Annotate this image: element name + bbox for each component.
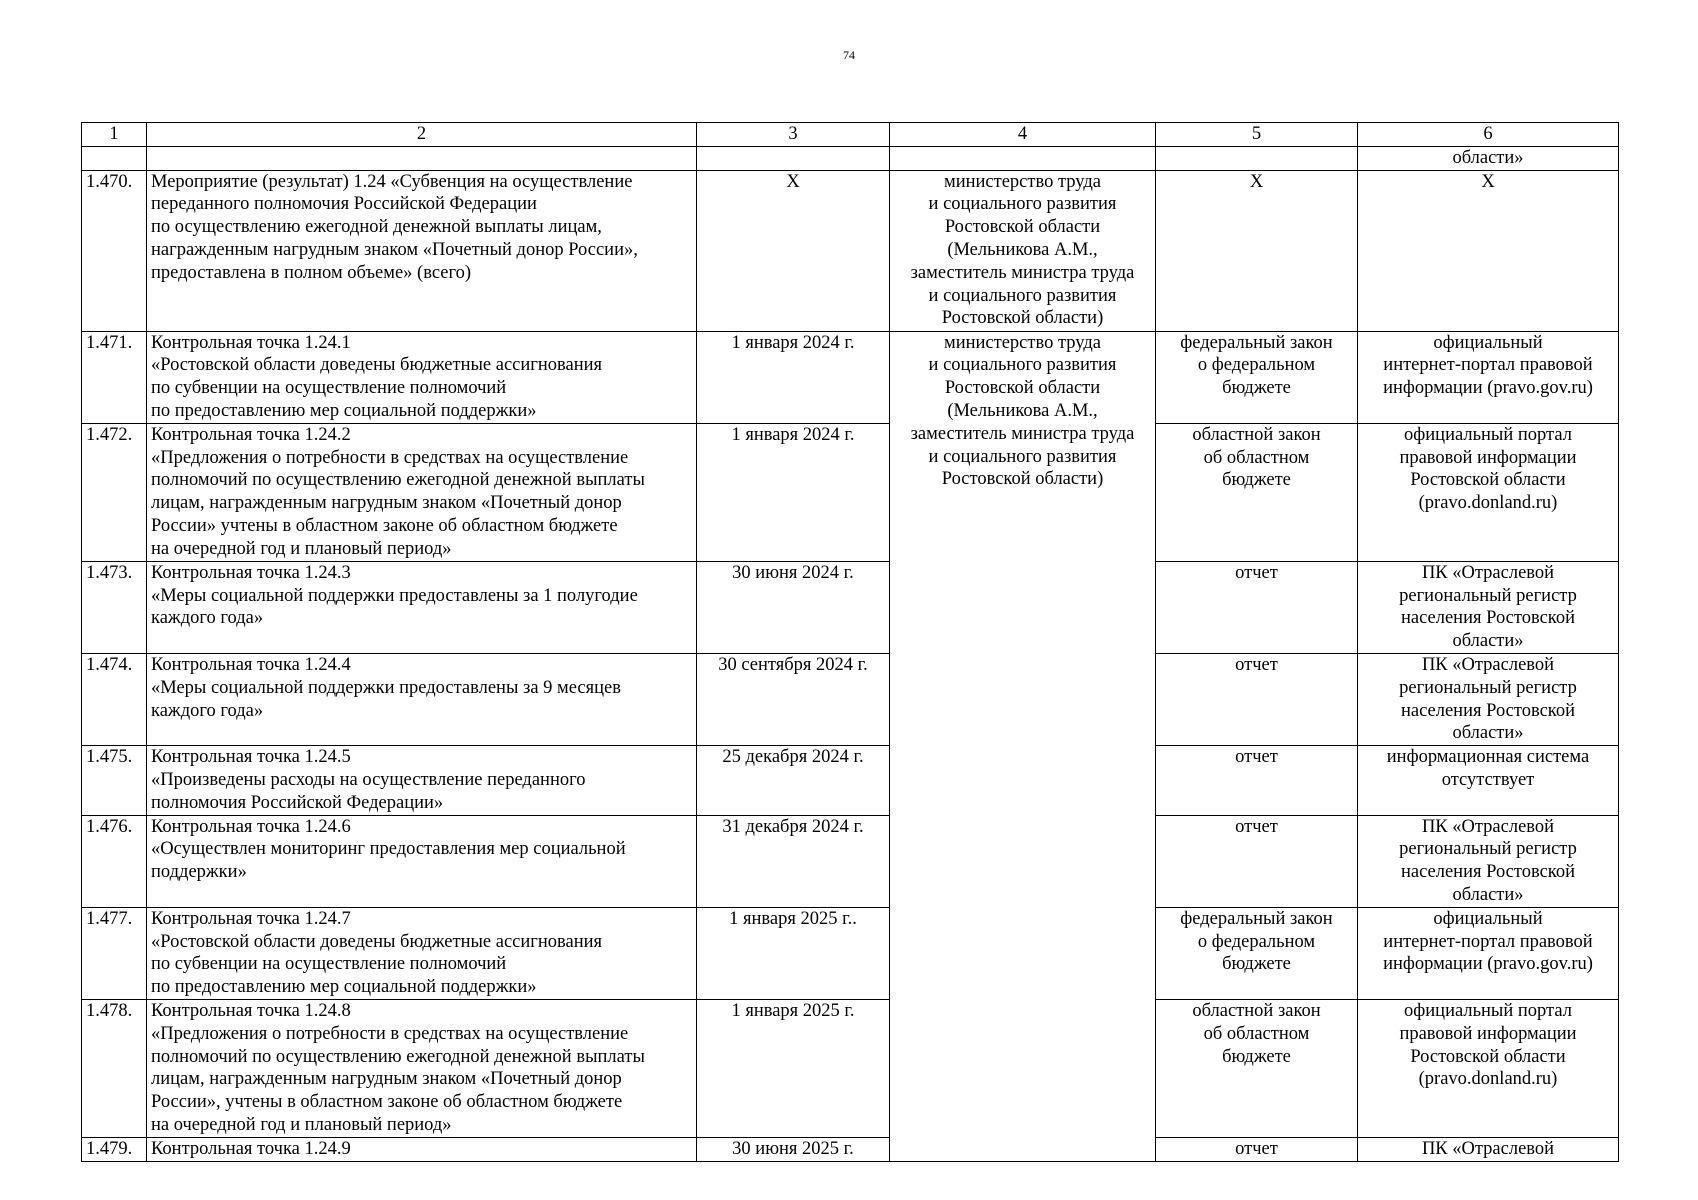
- column-number: 4: [890, 123, 1156, 147]
- information-system: официальный интернет-портал правовой информации (pravo.gov.ru): [1358, 331, 1619, 423]
- measure-name: Контрольная точка 1.24.8 «Предложения о потребности в средствах на осуществление полномочий по осуществлению ежегодной денежной выплаты лицам, награжденным нагрудным знаком «Почетный донор России», учтены в областном законе об областном бюджете на очередной год и плановый период»: [147, 999, 697, 1137]
- continuation-row: [82, 146, 1619, 170]
- row-number: 1.478.: [82, 999, 147, 1137]
- column-number: 5: [1156, 123, 1358, 147]
- table-row: [82, 1137, 1619, 1161]
- information-system: официальный портал правовой информации Ростовской области (pravo.donland.ru): [1358, 423, 1619, 561]
- row-number: 1.473.: [82, 561, 147, 653]
- document-type: отчет: [1156, 561, 1358, 653]
- document-type: отчет: [1156, 653, 1358, 745]
- responsible-executor: министерство труда и социального развития Ростовской области (Мельникова А.М., заместитель министра труда и социального развития Ростовской области): [890, 170, 1156, 331]
- measure-name: Контрольная точка 1.24.1 «Ростовской области доведены бюджетные ассигнования по субвенции на осуществление полномочий по предоставлению мер социальной поддержки»: [147, 331, 697, 423]
- row-number: 1.476.: [82, 815, 147, 907]
- row-number: 1.475.: [82, 746, 147, 815]
- deadline-date: X: [697, 170, 890, 331]
- measure-name: Контрольная точка 1.24.9: [147, 1137, 697, 1161]
- deadline-date: 30 июня 2025 г.: [697, 1137, 890, 1161]
- column-number: 2: [147, 123, 697, 147]
- deadline-date: 1 января 2025 г.: [697, 999, 890, 1137]
- column-number: 3: [697, 123, 890, 147]
- deadline-date: 30 июня 2024 г.: [697, 561, 890, 653]
- row-number: 1.477.: [82, 907, 147, 999]
- measure-name: Контрольная точка 1.24.7 «Ростовской области доведены бюджетные ассигнования по субвенции на осуществление полномочий по предоставлению мер социальной поддержки»: [147, 907, 697, 999]
- deadline-date: 1 января 2025 г..: [697, 907, 890, 999]
- responsible-executor-merged: министерство труда и социального развития Ростовской области (Мельникова А.М., заместитель министра труда и социального развития Ростовской области): [890, 331, 1156, 1161]
- deadline-date: 25 декабря 2024 г.: [697, 746, 890, 815]
- information-system: ПК «Отраслевой региональный регистр населения Ростовской области»: [1358, 561, 1619, 653]
- column-number: 6: [1358, 123, 1619, 147]
- measure-name: Мероприятие (результат) 1.24 «Субвенция на осуществление переданного полномочия Российской Федерации по осуществлению ежегодной денежной выплаты лицам, награжденным нагрудным знаком «Почетный донор России», предоставлена в полном объеме» (всего): [147, 170, 697, 331]
- information-system: ПК «Отраслевой региональный регистр населения Ростовской области»: [1358, 653, 1619, 745]
- information-system: официальный интернет-портал правовой информации (pravo.gov.ru): [1358, 907, 1619, 999]
- column-number: 1: [82, 123, 147, 147]
- column-number-row: [82, 123, 1619, 147]
- document-type: федеральный закон о федеральном бюджете: [1156, 907, 1358, 999]
- deadline-date: 1 января 2024 г.: [697, 331, 890, 423]
- information-system: ПК «Отраслевой региональный регистр населения Ростовской области»: [1358, 815, 1619, 907]
- document-type: областной закон об областном бюджете: [1156, 999, 1358, 1137]
- table-row: [82, 653, 1619, 745]
- table-row: [82, 999, 1619, 1137]
- table-row: [82, 423, 1619, 561]
- measure-name: Контрольная точка 1.24.4 «Меры социальной поддержки предоставлены за 9 месяцев каждого года»: [147, 653, 697, 745]
- information-system: официальный портал правовой информации Ростовской области (pravo.donland.ru): [1358, 999, 1619, 1137]
- row-number: 1.474.: [82, 653, 147, 745]
- measure-name: Контрольная точка 1.24.2 «Предложения о потребности в средствах на осуществление полномочий по осуществлению ежегодной денежной выплаты лицам, награжденным нагрудным знаком «Почетный донор России» учтены в областном законе об областном бюджете на очередной год и плановый период»: [147, 423, 697, 561]
- information-system: X: [1358, 170, 1619, 331]
- document-type: федеральный закон о федеральном бюджете: [1156, 331, 1358, 423]
- deadline-date: 1 января 2024 г.: [697, 423, 890, 561]
- deadline-date: 30 сентября 2024 г.: [697, 653, 890, 745]
- page-number: 74: [843, 48, 855, 62]
- measure-name: Контрольная точка 1.24.6 «Осуществлен мониторинг предоставления мер социальной поддержки»: [147, 815, 697, 907]
- table-row: [82, 561, 1619, 653]
- information-system: ПК «Отраслевой: [1358, 1137, 1619, 1161]
- measure-name: Контрольная точка 1.24.3 «Меры социальной поддержки предоставлены за 1 полугодие каждого года»: [147, 561, 697, 653]
- deadline-date: 31 декабря 2024 г.: [697, 815, 890, 907]
- row-number: 1.472.: [82, 423, 147, 561]
- row-number: 1.470.: [82, 170, 147, 331]
- document-type: X: [1156, 170, 1358, 331]
- row-number: 1.471.: [82, 331, 147, 423]
- row-number: 1.479.: [82, 1137, 147, 1161]
- document-type: отчет: [1156, 815, 1358, 907]
- table-row: [82, 170, 1619, 331]
- continuation-text: области»: [1358, 146, 1619, 170]
- measures-table: [81, 122, 1619, 1162]
- document-type: отчет: [1156, 746, 1358, 815]
- table-row: [82, 331, 1619, 423]
- table-row: [82, 907, 1619, 999]
- table-row: [82, 815, 1619, 907]
- document-type: областной закон об областном бюджете: [1156, 423, 1358, 561]
- measure-name: Контрольная точка 1.24.5 «Произведены расходы на осуществление переданного полномочия Российской Федерации»: [147, 746, 697, 815]
- table-row: [82, 746, 1619, 815]
- document-type: отчет: [1156, 1137, 1358, 1161]
- information-system: информационная система отсутствует: [1358, 746, 1619, 815]
